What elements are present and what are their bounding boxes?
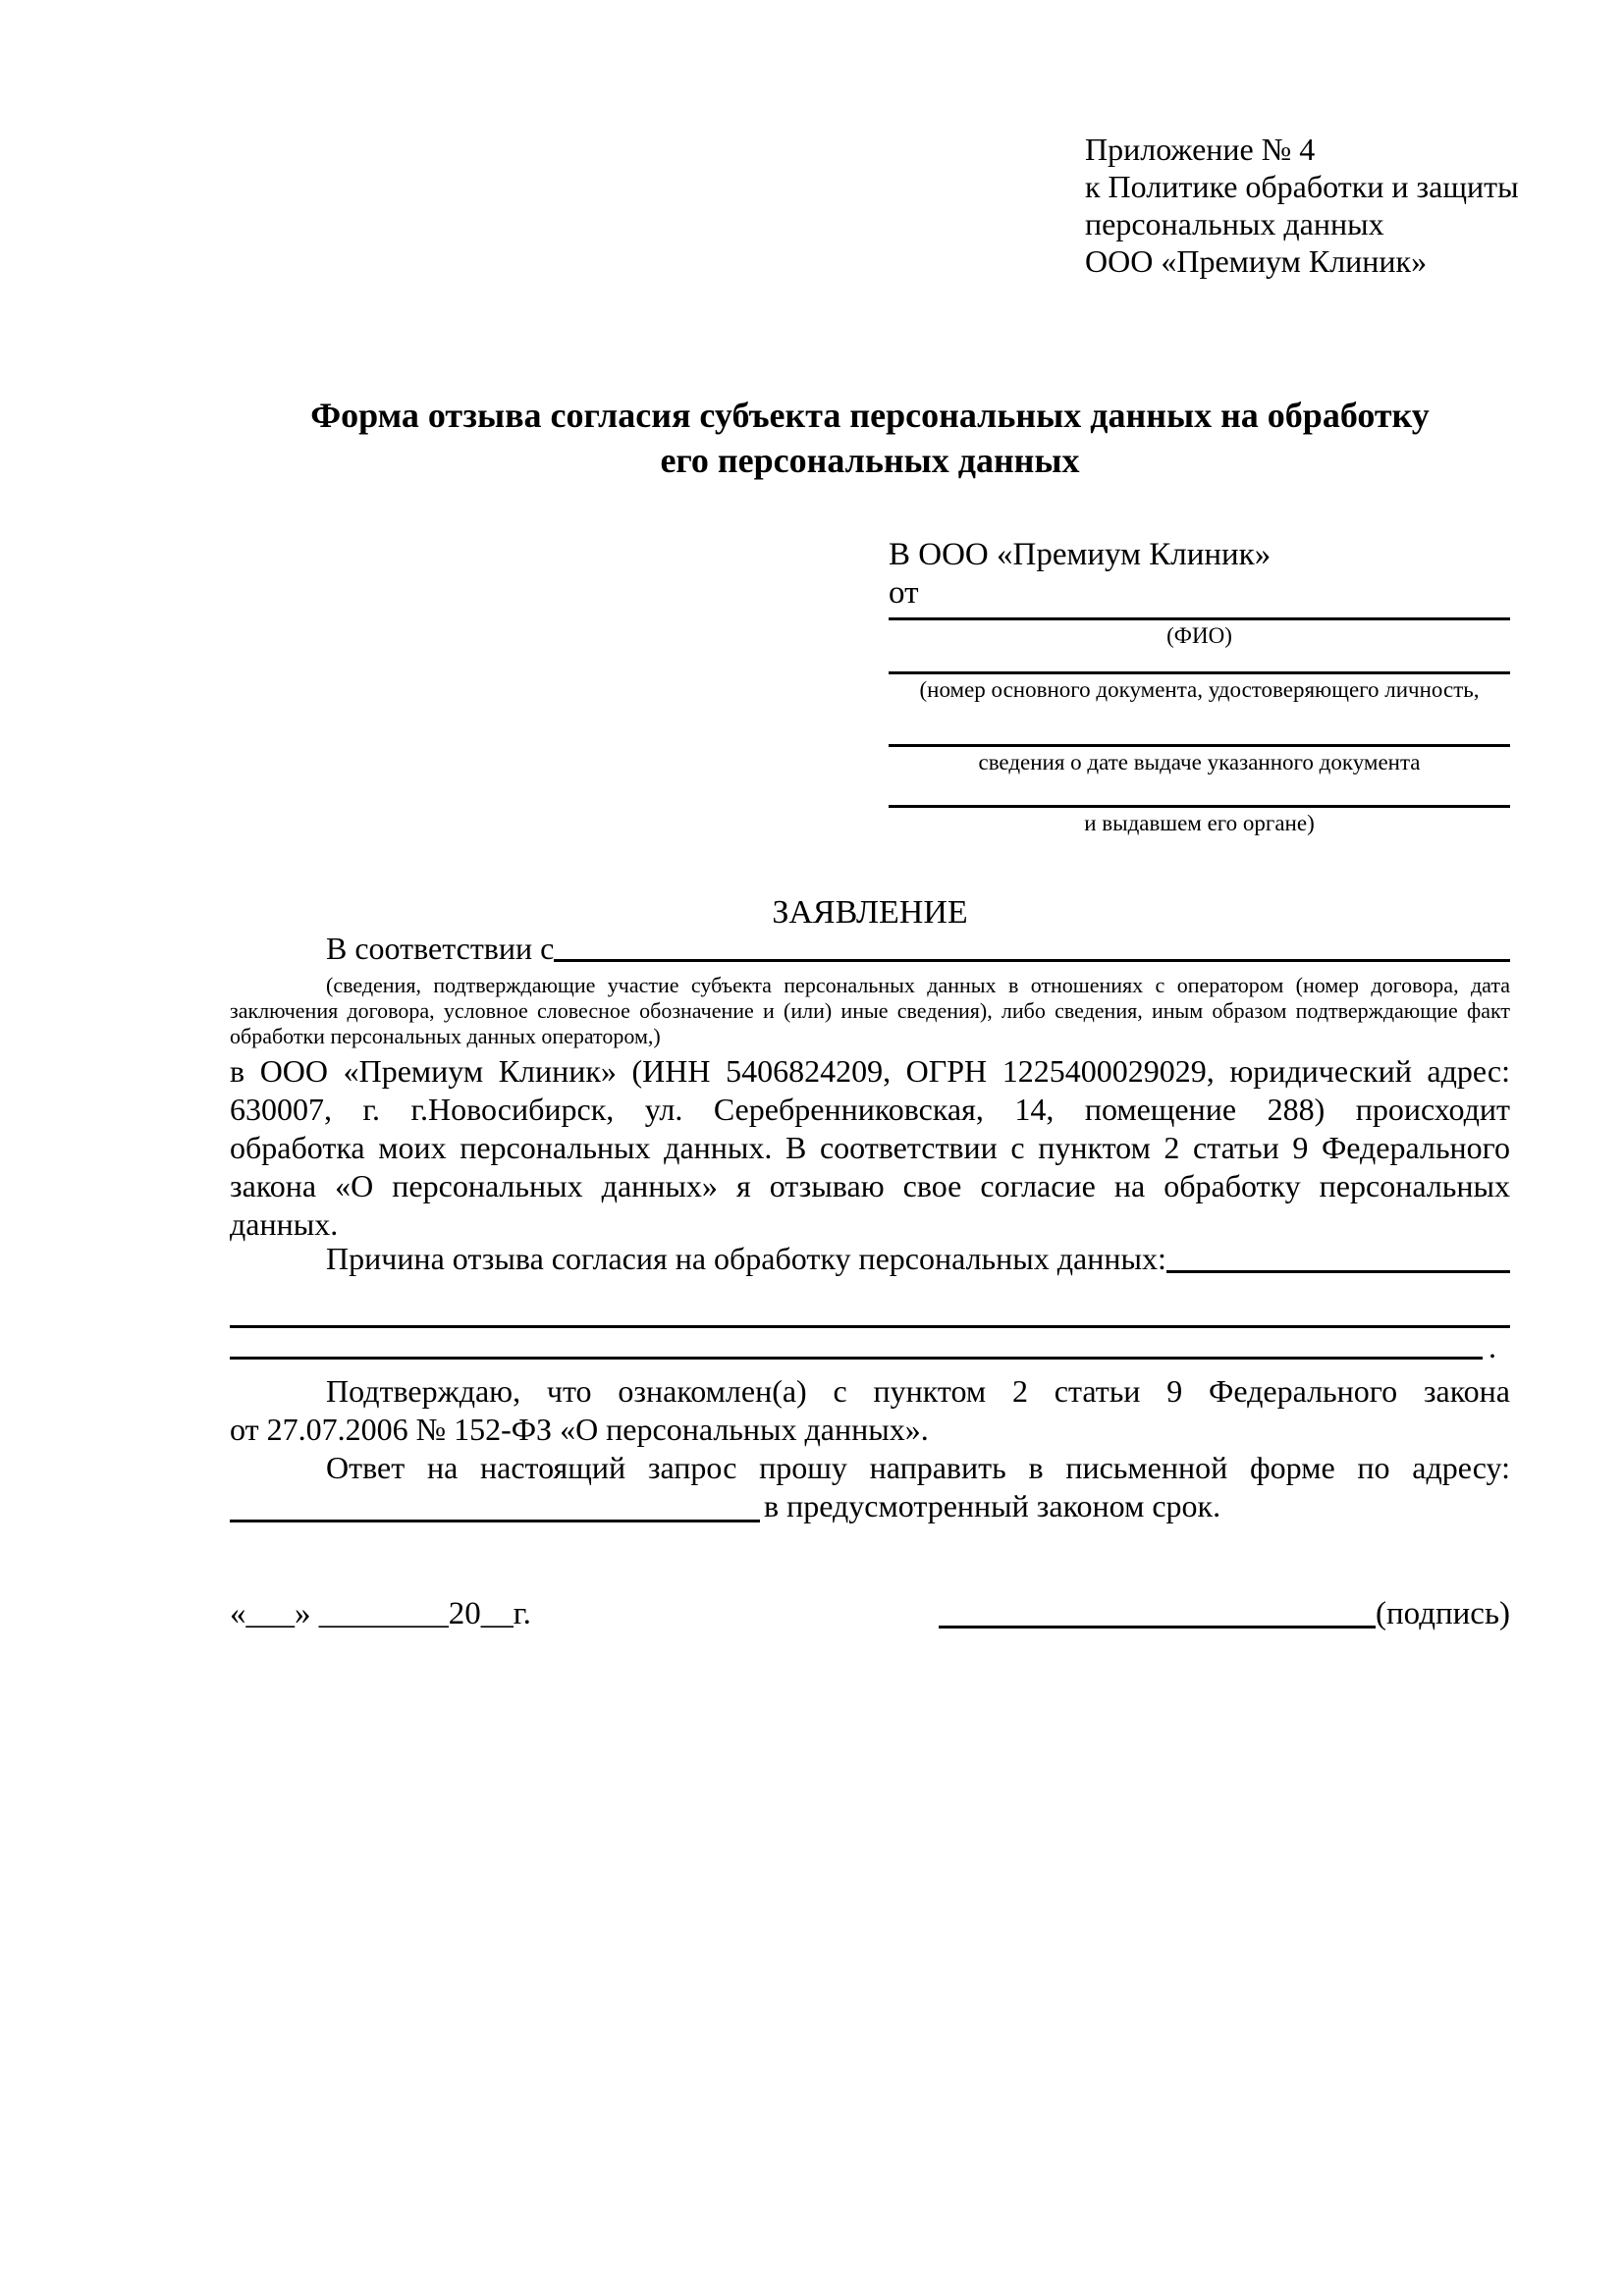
address-blank-line	[230, 1487, 760, 1522]
issuing-authority-caption: и выдавшем его органе)	[1084, 811, 1315, 835]
line-terminator-period: .	[1489, 1329, 1496, 1364]
confirmation-line-1: Подтверждаю, что ознакомлен(а) с пунктом 2 статьи 9 Федерального закона	[326, 1373, 1510, 1409]
statement-heading: ЗАЯВЛЕНИЕ	[772, 894, 968, 931]
issue-date-caption: сведения о дате выдаче указанного документа	[978, 750, 1421, 774]
body-line-3: обработка моих персональных данных. В соответствии с пунктом 2 статьи 9 Федерального	[230, 1130, 1510, 1165]
signature-group	[939, 1594, 1510, 1633]
confirmation-line-2: от 27.07.2006 № 152-ФЗ «О персональных данных».	[230, 1412, 929, 1447]
fine-print-note	[230, 973, 1510, 1049]
signature-caption: (подпись)	[1376, 1596, 1510, 1631]
reason-row	[230, 1240, 1510, 1277]
date-signature-row	[230, 1594, 1510, 1633]
reply-tail-text: в предусмотренный законом срок.	[764, 1488, 1221, 1523]
basis-blank-line	[554, 959, 1510, 962]
issue-date-blank-line	[889, 703, 1510, 747]
reply-address-row	[230, 1486, 1510, 1525]
body-line-1: в ООО «Премиум Клиник» (ИНН 5406824209, ОГРН 1225400029029, юридический адрес:	[230, 1053, 1510, 1089]
appendix-line-4: ООО «Премиум Клиник»	[1085, 243, 1428, 279]
title-line-2: его персональных данных	[660, 441, 1080, 480]
fine-print-line-1: (сведения, подтверждающие участие субъекта персональных данных в отношениях с оператором (номер договора, дата	[326, 973, 1510, 997]
issuing-authority-blank-line	[889, 775, 1510, 808]
id-document-caption: (номер основного документа, удостоверяющего личность,	[919, 677, 1480, 702]
reply-request-line: Ответ на настоящий запрос прошу направить в письменной форме по адресу:	[326, 1450, 1510, 1485]
appendix-block	[1085, 131, 1519, 280]
fio-blank-line	[889, 612, 1510, 620]
reply-request	[230, 1449, 1510, 1487]
reason-continuation-line-1	[230, 1325, 1510, 1328]
addressee-to: В ООО «Премиум Клиник»	[889, 537, 1272, 572]
addressee-block	[889, 535, 1510, 836]
body-line-2: 630007, г. г.Новосибирск, ул. Серебренниковская, 14, помещение 288) происходит	[230, 1092, 1510, 1127]
fio-caption: (ФИО)	[1166, 623, 1232, 648]
intro-row	[230, 931, 1510, 966]
body-line-4: закона «О персональных данных» я отзываю свое согласие на обработку персональных	[230, 1168, 1510, 1203]
fine-print-line-3: обработки персональных данных оператором,)	[230, 1024, 661, 1048]
appendix-line-2: к Политике обработки и защиты	[1085, 169, 1519, 204]
signature-blank-line	[939, 1596, 1376, 1629]
title-line-1: Форма отзыва согласия субъекта персональных данных на обработку	[310, 396, 1430, 435]
intro-prefix: В соответствии с	[326, 931, 555, 966]
appendix-line-1: Приложение № 4	[1085, 132, 1316, 167]
body-line-5: данных.	[230, 1206, 339, 1242]
reason-blank-line	[1166, 1270, 1510, 1273]
statement-body	[230, 1052, 1510, 1244]
document-title	[230, 393, 1510, 483]
addressee-from: от	[889, 575, 919, 611]
appendix-line-3: персональных данных	[1085, 206, 1384, 241]
reason-label: Причина отзыва согласия на обработку персональных данных:	[326, 1241, 1166, 1276]
reason-continuation-row	[230, 1329, 1496, 1364]
id-document-blank-line	[889, 649, 1510, 674]
date-blank-text: «___» ________20__г.	[230, 1596, 531, 1631]
fine-print-line-2: заключения договора, условное словесное обозначение и (или) иные сведения), либо сведения, иным образом подтверждающие факт	[230, 998, 1510, 1023]
confirmation-paragraph	[230, 1372, 1510, 1449]
reason-continuation-line-2	[230, 1357, 1483, 1360]
